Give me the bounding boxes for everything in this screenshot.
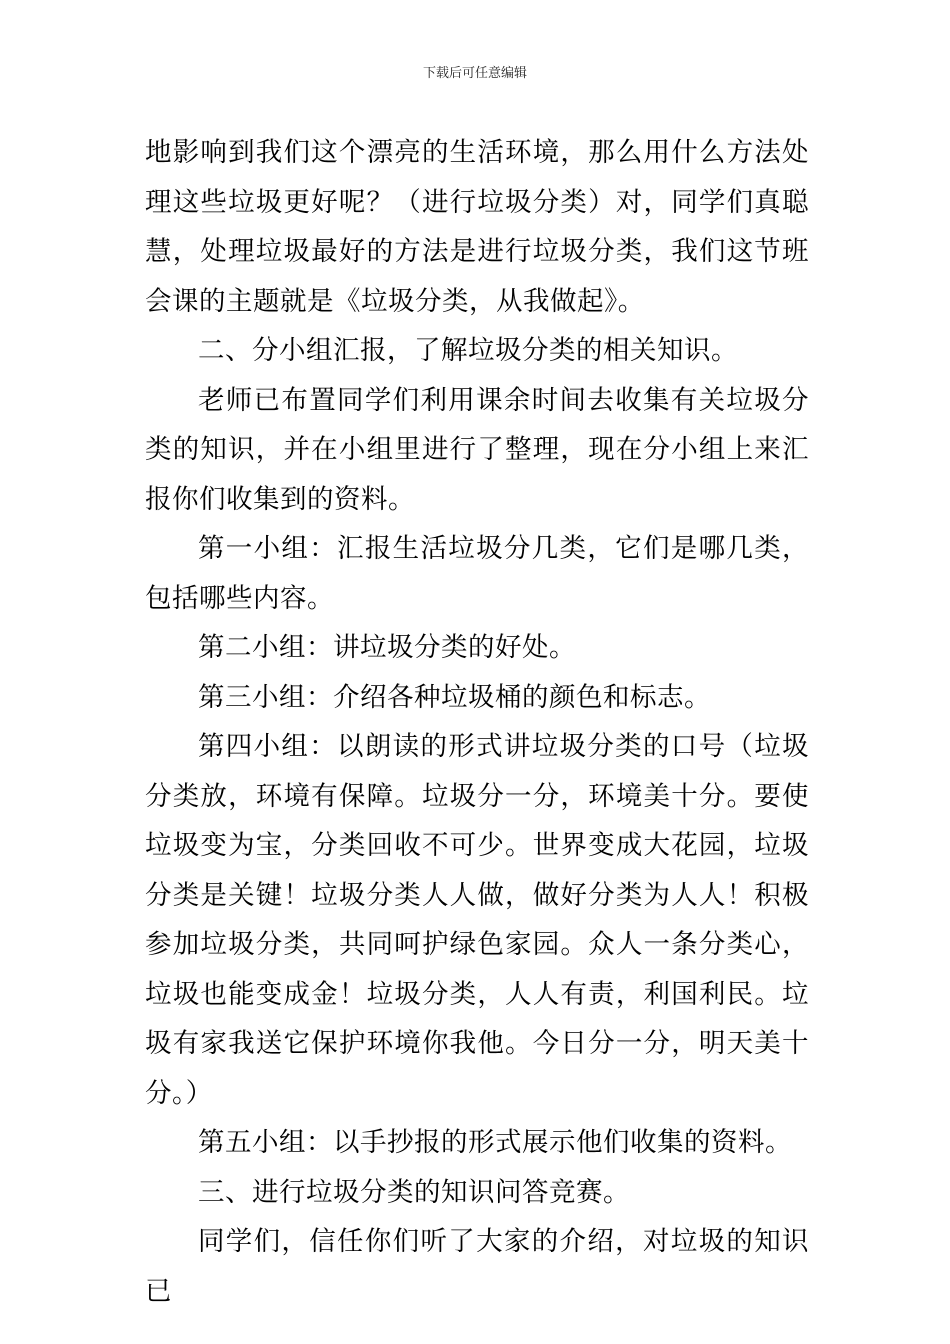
section-heading-2: 二、分小组汇报，了解垃圾分类的相关知识。 bbox=[198, 335, 738, 366]
paragraph-intro: 地影响到我们这个漂亮的生活环境，那么用什么方法处理这些垃圾更好呢？（进行垃圾分类）对，同学们真聪慧，处理垃圾最好的方法是进行垃圾分类，我们这节班会课的主题就是《垃圾分类，从我做起》。 bbox=[145, 137, 809, 317]
paragraph-group-4: 第四小组：以朗读的形式讲垃圾分类的口号（垃圾分类放，环境有保障。垃圾分一分，环境美十分。要使垃圾变为宝，分类回收不可少。世界变成大花园，垃圾分类是关键！垃圾分类人人做，做好分类为人人！积极参加垃圾分类，共同呵护绿色家园。众人一条分类心，垃圾也能变成金！垃圾分类，人人有责，利国利民。垃圾有家我送它保护环境你我他。今日分一分，明天美十分。） bbox=[145, 731, 809, 1109]
paragraph-group-5: 第五小组：以手抄报的形式展示他们收集的资料。 bbox=[198, 1127, 792, 1158]
document-body bbox=[145, 128, 809, 1316]
paragraph-group-3: 第三小组：介绍各种垃圾桶的颜色和标志。 bbox=[198, 681, 711, 713]
section-heading-3: 三、进行垃圾分类的知识问答竞赛。 bbox=[198, 1176, 630, 1208]
page-header: 下载后可任意编辑 bbox=[422, 66, 527, 81]
paragraph-quiz-intro: 同学们，信任你们听了大家的介绍，对垃圾的知识已 bbox=[145, 1226, 809, 1307]
paragraph-group-2: 第二小组：讲垃圾分类的好处。 bbox=[198, 632, 576, 663]
paragraph-group-1: 第一小组：汇报生活垃圾分几类，它们是哪几类，包括哪些内容。 bbox=[145, 533, 809, 614]
paragraph-teacher-assignment: 老师已布置同学们利用课余时间去收集有关垃圾分类的知识，并在小组里进行了整理，现在分小组上来汇报你们收集到的资料。 bbox=[145, 384, 809, 515]
